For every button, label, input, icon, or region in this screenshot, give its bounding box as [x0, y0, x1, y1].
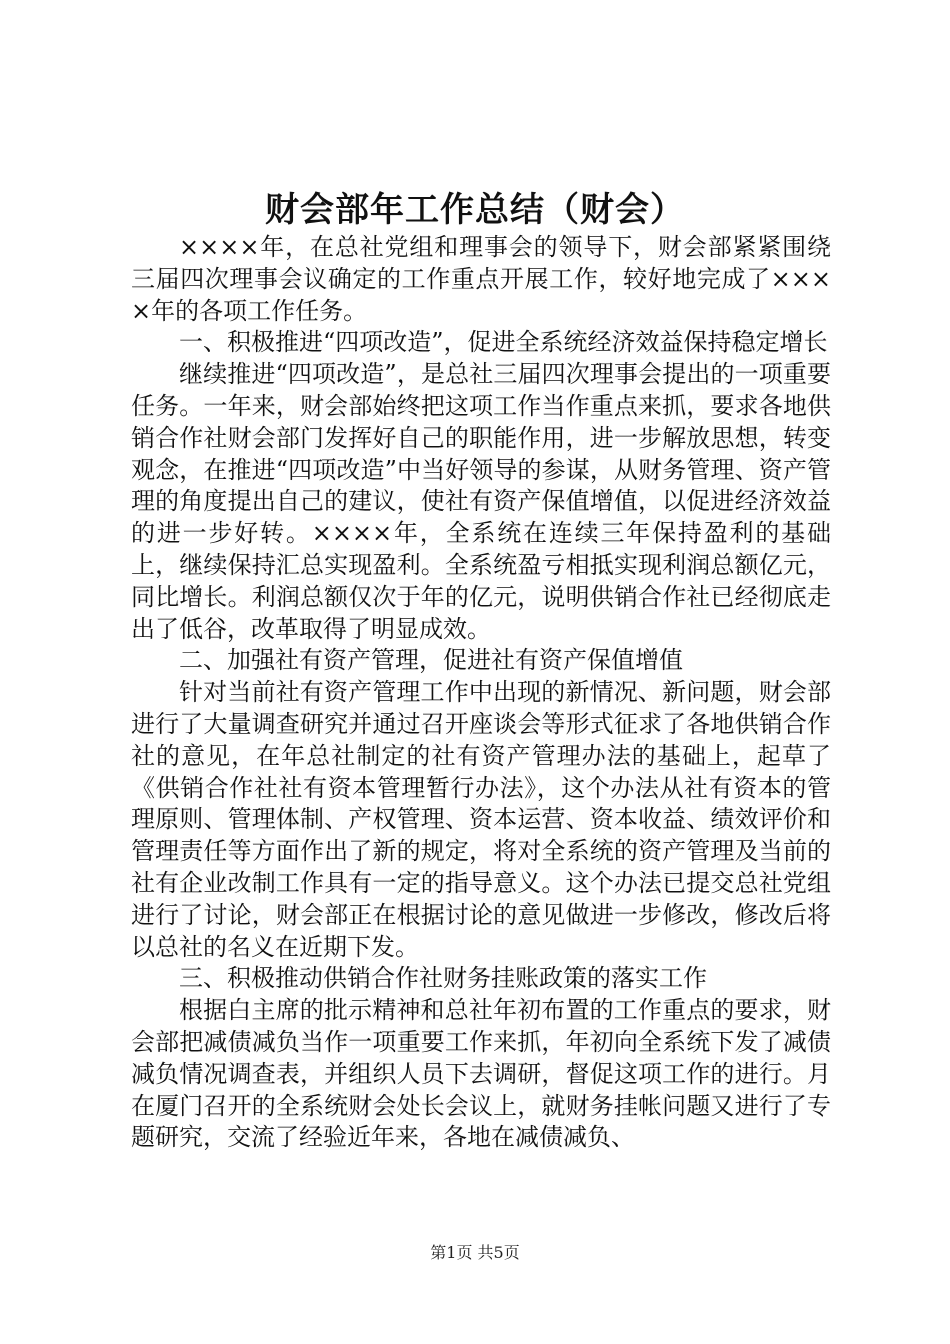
intro-paragraph: ××××年，在总社党组和理事会的领导下，财会部紧紧围绕三届四次理事会议确定的工作重点开展工作，较好地完成了××××年的各项工作任务。	[131, 233, 831, 325]
section-heading-3: 三、积极推动供销合作社财务挂账政策的落实工作	[179, 964, 707, 993]
document-body	[131, 232, 831, 1154]
section-heading-2: 二、加强社有资产管理，促进社有资产保值增值	[179, 646, 683, 675]
page-footer: 第1页 共5页	[430, 1243, 520, 1262]
section-paragraph-1: 继续推进“四项改造”，是总社三届四次理事会提出的一项重要任务。一年来，财会部始终把这项工作当作重点来抓，要求各地供销合作社财会部门发挥好自己的职能作用，进一步解放思想，转变观念，在推进“四项改造”中当好领导的参谋，从财务管理、资产管理的角度提出自己的建议，使社有资产保值增值，以促进经济效益的进一步好转。××××年，全系统在连续三年保持盈利的基础上，继续保持汇总实现盈利。全系统盈亏相抵实现利润总额亿元，同比增长。利润总额仅次于年的亿元，说明供销合作社已经彻底走出了低谷，改革取得了明显成效。	[131, 360, 831, 643]
section-paragraph-3: 根据白主席的批示精神和总社年初布置的工作重点的要求，财会部把减债减负当作一项重要工作来抓，年初向全系统下发了减债减负情况调查表，并组织人员下去调研，督促这项工作的进行。月在厦门召开的全系统财会处长会议上，就财务挂帐问题又进行了专题研究，交流了经验近年来，各地在减债减负、	[131, 996, 831, 1152]
section-heading-1: 一、积极推进“四项改造”，促进全系统经济效益保持稳定增长	[179, 328, 828, 357]
document-title: 财会部年工作总结（财会）	[265, 190, 685, 230]
section-paragraph-2: 针对当前社有资产管理工作中出现的新情况、新问题，财会部进行了大量调查研究并通过召开座谈会等形式征求了各地供销合作社的意见，在年总社制定的社有资产管理办法的基础上，起草了《供销合作社社有资本管理暂行办法》，这个办法从社有资本的管理原则、管理体制、产权管理、资本运营、资本收益、绩效评价和管理责任等方面作出了新的规定，将对全系统的资产管理及当前的社有企业改制工作具有一定的指导意义。这个办法已提交总社党组进行了讨论，财会部正在根据讨论的意见做进一步修改，修改后将以总社的名义在近期下发。	[131, 678, 831, 961]
